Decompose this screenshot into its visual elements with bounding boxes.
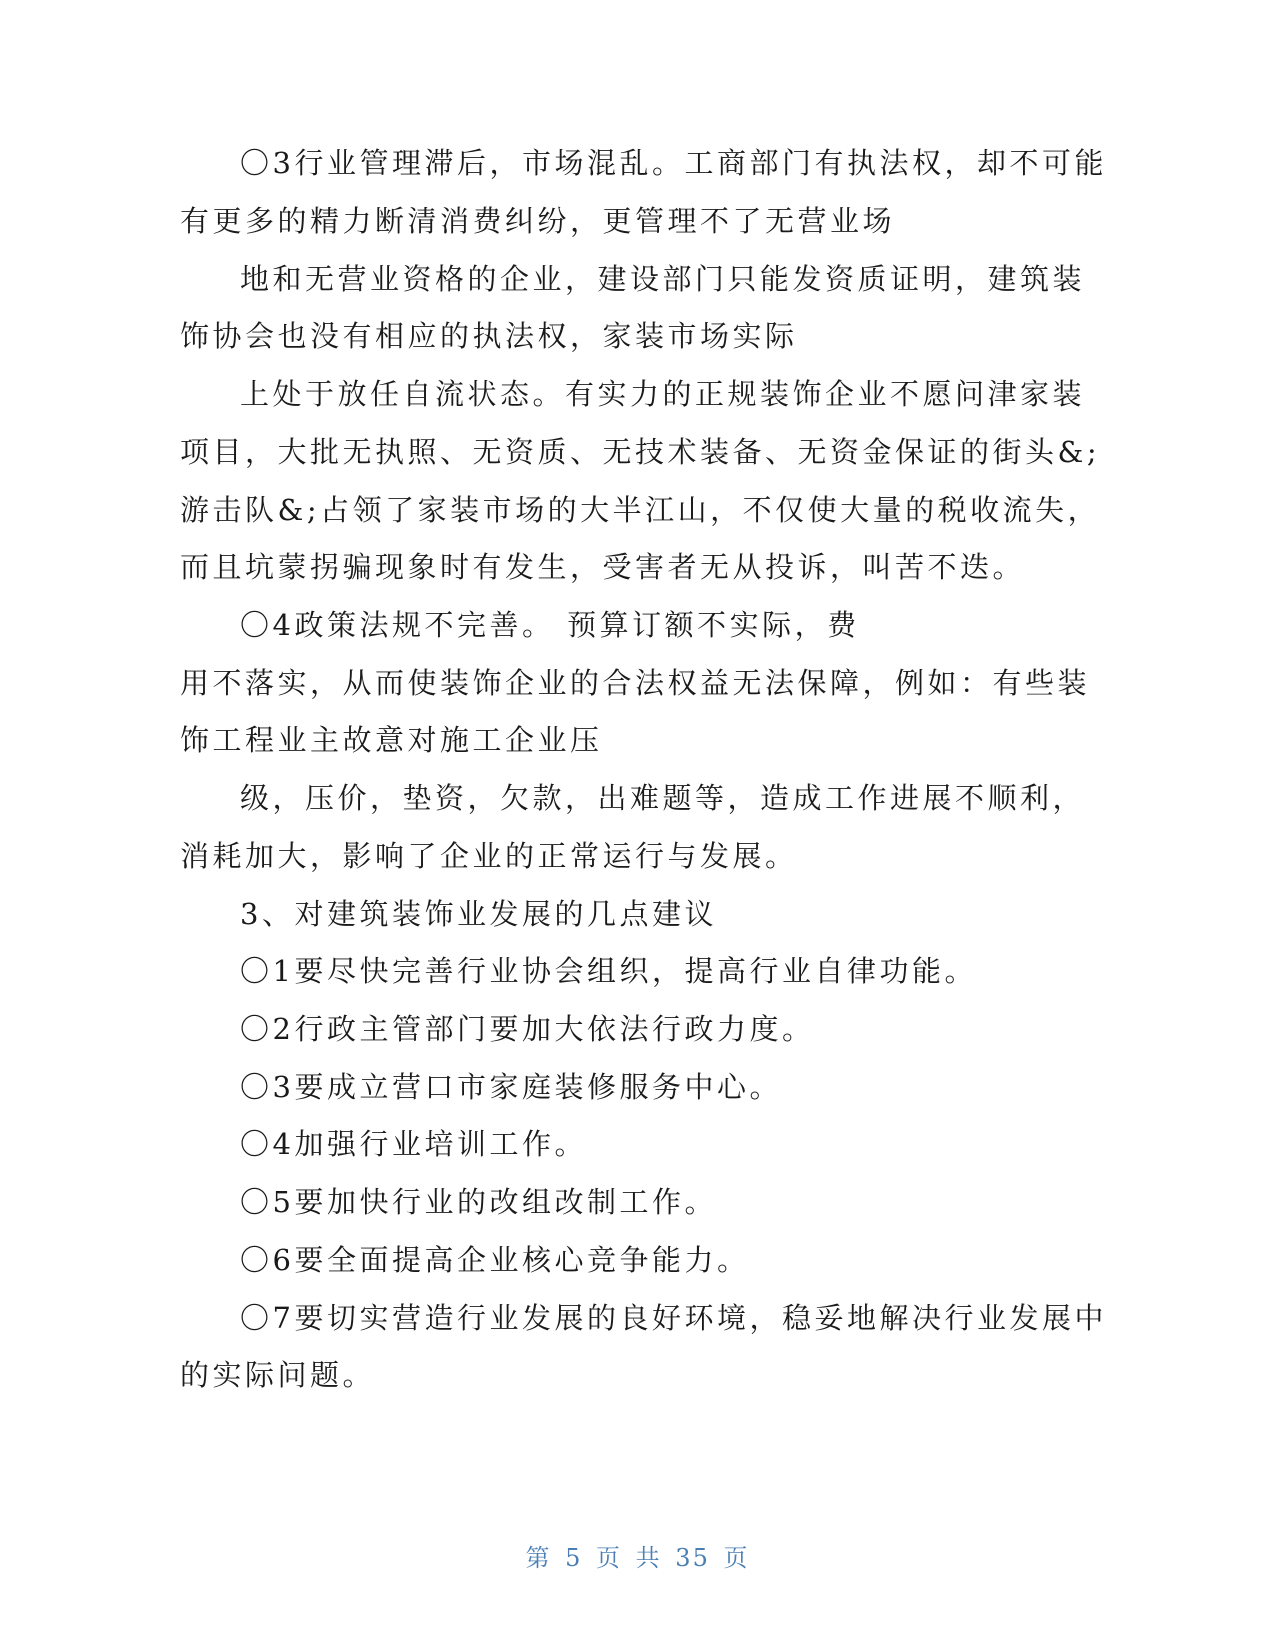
- text-line: 游击队&;占领了家装市场的大半江山，不仅使大量的税收流失，: [180, 493, 1101, 527]
- text-line: 而且坑蒙拐骗现象时有发生，受害者无从投诉，叫苦不迭。: [180, 550, 1026, 584]
- text-line: 〇4政策法规不完善。 预算订额不实际，费: [240, 608, 860, 642]
- text-line: 饰工程业主故意对施工企业压: [180, 723, 603, 757]
- page-number-footer: 第 5 页 共 35 页: [525, 1544, 750, 1572]
- list-item: 〇6要全面提高企业核心竞争能力。: [240, 1243, 750, 1277]
- text-line: 〇3行业管理滞后，市场混乱。工商部门有执法权，却不可能: [240, 146, 1107, 180]
- text-line: 项目，大批无执照、无资质、无技术装备、无资金保证的街头&;: [180, 435, 1101, 469]
- list-item: 〇2行政主管部门要加大依法行政力度。: [240, 1012, 815, 1046]
- section-heading: 3、对建筑装饰业发展的几点建议: [240, 897, 717, 931]
- text-line: 用不落实，从而使装饰企业的合法权益无法保障，例如：有些装: [180, 666, 1091, 700]
- text-line: 上处于放任自流状态。有实力的正规装饰企业不愿问津家装: [240, 377, 1086, 411]
- text-line: 有更多的精力断清消费纠纷，更管理不了无营业场: [180, 204, 896, 238]
- text-line: 的实际问题。: [180, 1358, 376, 1392]
- list-item: 〇1要尽快完善行业协会组织，提高行业自律功能。: [240, 954, 977, 988]
- text-line: 饰协会也没有相应的执法权，家装市场实际: [180, 319, 798, 353]
- list-item: 〇7要切实营造行业发展的良好环境，稳妥地解决行业发展中: [240, 1301, 1107, 1335]
- text-line: 级，压价，垫资，欠款，出难题等，造成工作进展不顺利，: [240, 781, 1086, 815]
- text-line: 地和无营业资格的企业，建设部门只能发资质证明，建筑装: [240, 262, 1086, 296]
- list-item: 〇5要加快行业的改组改制工作。: [240, 1185, 717, 1219]
- list-item: 〇4加强行业培训工作。: [240, 1127, 587, 1161]
- text-line: 消耗加大，影响了企业的正常运行与发展。: [180, 839, 798, 873]
- list-item: 〇3要成立营口市家庭装修服务中心。: [240, 1070, 782, 1104]
